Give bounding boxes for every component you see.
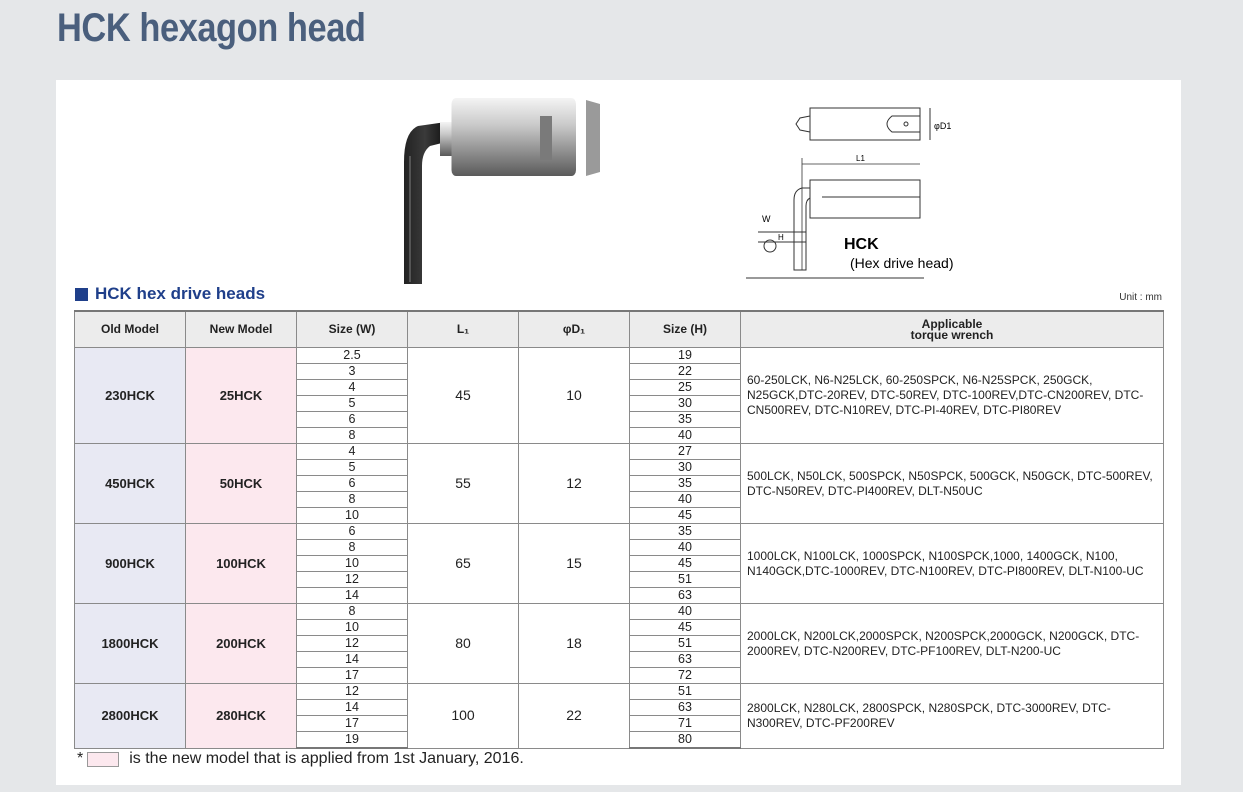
l1-cell: 65 <box>408 524 519 604</box>
table-row <box>75 348 1164 364</box>
size-h-cell: 35 <box>630 524 741 540</box>
l1-cell: 80 <box>408 604 519 684</box>
size-h-cell: 35 <box>630 412 741 428</box>
size-h-cell: 63 <box>630 588 741 604</box>
size-h-cell: 45 <box>630 620 741 636</box>
size-h-cell: 35 <box>630 476 741 492</box>
product-photo <box>354 96 600 290</box>
old-model-cell: 900HCK <box>75 524 186 604</box>
size-w-cell: 5 <box>297 396 408 412</box>
size-h-cell: 27 <box>630 444 741 460</box>
size-h-cell: 45 <box>630 508 741 524</box>
new-model-cell: 50HCK <box>186 444 297 524</box>
footnote <box>77 750 524 768</box>
size-w-cell: 14 <box>297 588 408 604</box>
l1-cell: 45 <box>408 348 519 444</box>
old-model-cell: 450HCK <box>75 444 186 524</box>
header-new-model: New Model <box>186 311 297 348</box>
size-h-cell: 45 <box>630 556 741 572</box>
section-heading-text: HCK hex drive heads <box>95 284 266 303</box>
header-wrench-line1: Applicable <box>921 316 983 331</box>
header-size-h: Size (H) <box>630 311 741 348</box>
size-h-cell: 30 <box>630 460 741 476</box>
size-w-cell: 10 <box>297 556 408 572</box>
size-h-cell: 51 <box>630 636 741 652</box>
header-size-w: Size (W) <box>297 311 408 348</box>
size-w-cell: 6 <box>297 476 408 492</box>
table-row <box>75 684 1164 700</box>
heading-square-icon <box>75 288 88 301</box>
size-w-cell: 2.5 <box>297 348 408 364</box>
size-h-cell: 40 <box>630 604 741 620</box>
size-w-cell: 8 <box>297 604 408 620</box>
size-w-cell: 5 <box>297 460 408 476</box>
d1-cell: 22 <box>519 684 630 749</box>
table-row <box>75 444 1164 460</box>
d1-cell: 18 <box>519 604 630 684</box>
size-w-cell: 10 <box>297 620 408 636</box>
size-w-cell: 10 <box>297 508 408 524</box>
table-header-row <box>75 311 1164 348</box>
size-h-cell: 80 <box>630 732 741 749</box>
spec-table <box>74 310 1164 749</box>
dim-l1-label: L1 <box>856 154 865 163</box>
table-row <box>75 604 1164 620</box>
wrench-cell: 60-250LCK, N6-N25LCK, 60-250SPCK, N6-N25SPCK, 250GCK, N25GCK,DTC-20REV, DTC-50REV, DTC-100REV,DTC-CN200REV, DTC-CN500REV, DTC-N10REV, DTC-PI-40REV, DTC-PI80REV <box>741 348 1164 444</box>
size-w-cell: 14 <box>297 652 408 668</box>
drawing-model-label: HCK <box>844 236 879 253</box>
header-l1: L₁ <box>408 311 519 348</box>
unit-label: Unit : mm <box>1119 292 1162 303</box>
d1-cell: 12 <box>519 444 630 524</box>
size-h-cell: 71 <box>630 716 741 732</box>
dim-h-label: H <box>778 233 784 242</box>
size-w-cell: 3 <box>297 364 408 380</box>
size-w-cell: 19 <box>297 732 408 749</box>
dim-d1-label: φD1 <box>934 121 952 131</box>
footnote-mark: * <box>77 750 84 767</box>
header-wrench <box>741 311 1164 348</box>
size-h-cell: 40 <box>630 428 741 444</box>
header-wrench-line2: torque wrench <box>910 327 994 342</box>
size-h-cell: 30 <box>630 396 741 412</box>
size-h-cell: 22 <box>630 364 741 380</box>
size-w-cell: 14 <box>297 700 408 716</box>
size-w-cell: 4 <box>297 380 408 396</box>
new-model-cell: 25HCK <box>186 348 297 444</box>
size-w-cell: 6 <box>297 524 408 540</box>
new-model-cell: 100HCK <box>186 524 297 604</box>
size-w-cell: 12 <box>297 572 408 588</box>
drawing-caption: (Hex drive head) <box>850 255 954 271</box>
size-h-cell: 63 <box>630 652 741 668</box>
table-row <box>75 524 1164 540</box>
wrench-cell: 2000LCK, N200LCK,2000SPCK, N200SPCK,2000GCK, N200GCK, DTC-2000REV, DTC-N200REV, DTC-PF100REV, DLT-N200-UC <box>741 604 1164 684</box>
dim-w-label: W <box>762 214 771 224</box>
new-model-cell: 280HCK <box>186 684 297 749</box>
size-w-cell: 17 <box>297 668 408 684</box>
footnote-text: is the new model that is applied from 1st January, 2016. <box>129 750 524 767</box>
size-h-cell: 51 <box>630 684 741 700</box>
l1-cell: 55 <box>408 444 519 524</box>
size-w-cell: 17 <box>297 716 408 732</box>
header-old-model: Old Model <box>75 311 186 348</box>
size-h-cell: 72 <box>630 668 741 684</box>
l1-cell: 100 <box>408 684 519 749</box>
old-model-cell: 2800HCK <box>75 684 186 749</box>
page-title: HCK hexagon head <box>57 6 366 50</box>
size-w-cell: 4 <box>297 444 408 460</box>
size-w-cell: 8 <box>297 492 408 508</box>
new-model-swatch <box>87 752 119 767</box>
size-w-cell: 12 <box>297 684 408 700</box>
section-heading <box>75 284 265 304</box>
wrench-cell: 500LCK, N50LCK, 500SPCK, N50SPCK, 500GCK, N50GCK, DTC-500REV, DTC-N50REV, DTC-PI400REV, DLT-N50UC <box>741 444 1164 524</box>
wrench-cell: 2800LCK, N280LCK, 2800SPCK, N280SPCK, DTC-3000REV, DTC-N300REV, DTC-PF200REV <box>741 684 1164 749</box>
size-w-cell: 6 <box>297 412 408 428</box>
new-model-cell: 200HCK <box>186 604 297 684</box>
product-card <box>56 80 1181 785</box>
size-h-cell: 19 <box>630 348 741 364</box>
size-h-cell: 51 <box>630 572 741 588</box>
wrench-cell: 1000LCK, N100LCK, 1000SPCK, N100SPCK,1000, 1400GCK, N100, N140GCK,DTC-1000REV, DTC-N100REV, DTC-PI800REV, DLT-N100-UC <box>741 524 1164 604</box>
size-w-cell: 8 <box>297 428 408 444</box>
header-d1: φD₁ <box>519 311 630 348</box>
size-h-cell: 40 <box>630 540 741 556</box>
size-h-cell: 63 <box>630 700 741 716</box>
technical-drawing <box>744 102 974 284</box>
d1-cell: 15 <box>519 524 630 604</box>
d1-cell: 10 <box>519 348 630 444</box>
size-h-cell: 40 <box>630 492 741 508</box>
size-h-cell: 25 <box>630 380 741 396</box>
size-w-cell: 8 <box>297 540 408 556</box>
old-model-cell: 230HCK <box>75 348 186 444</box>
size-w-cell: 12 <box>297 636 408 652</box>
old-model-cell: 1800HCK <box>75 604 186 684</box>
